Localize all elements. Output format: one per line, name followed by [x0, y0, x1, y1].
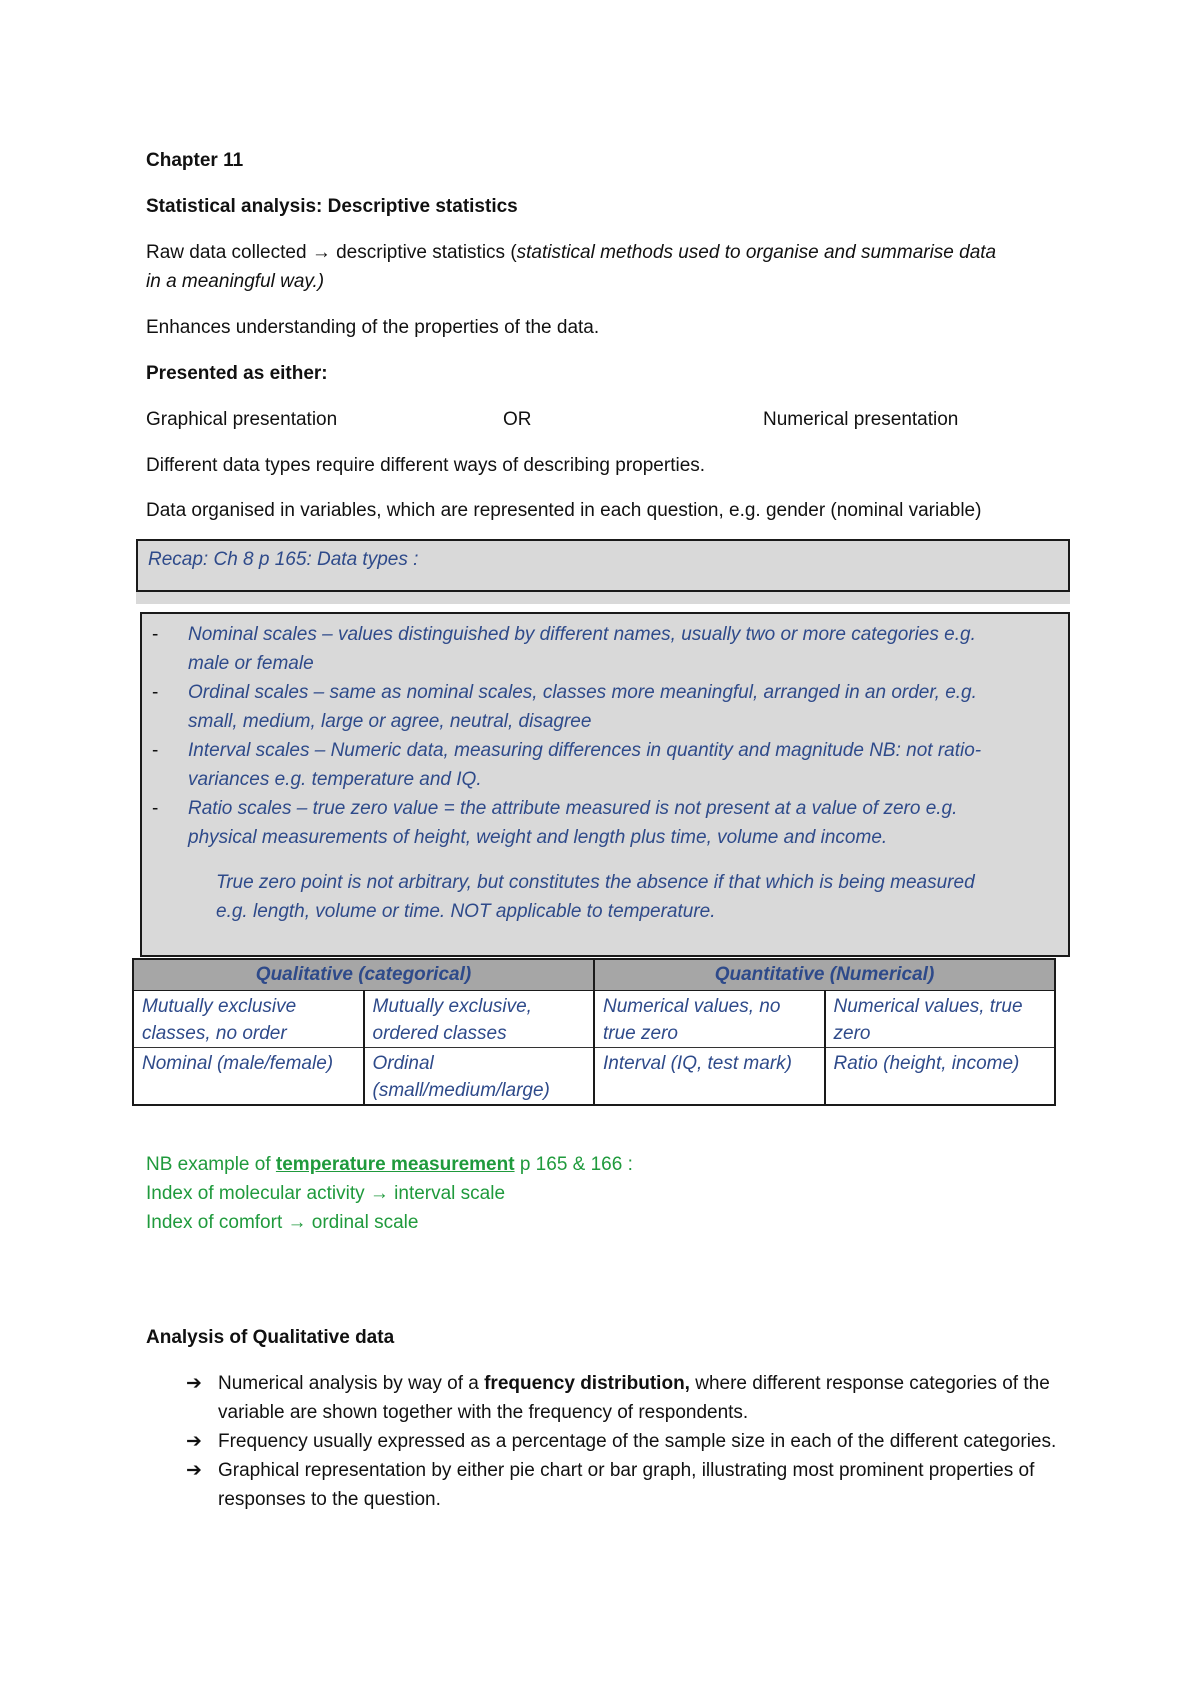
chapter-heading: Chapter 11: [146, 150, 244, 171]
true-zero-text: e.g. length, volume or time. NOT applicable to temperature.: [216, 901, 716, 922]
dash-marker: -: [152, 740, 159, 761]
molecular-activity-line: Index of molecular activity → interval scale: [146, 1183, 506, 1204]
descriptive-stats-definition: statistical methods used to organise and summarise data: [516, 242, 997, 263]
table-cell: Interval (IQ, test mark): [594, 1048, 825, 1106]
list-item: [142, 620, 1068, 678]
different-types-text: Different data types require different ways of describing properties.: [146, 455, 706, 476]
scale-text: Interval scales – Numeric data, measuring differences in quantity and magnitude NB: not ratio-: [188, 740, 982, 761]
dash-marker: -: [152, 682, 159, 703]
or-label: OR: [503, 409, 532, 430]
table-cell: Mutually exclusive classes, no order: [133, 991, 364, 1048]
list-item: [142, 794, 1068, 852]
list-item: [146, 1456, 1066, 1514]
scale-text: variances e.g. temperature and IQ.: [188, 769, 482, 790]
section-title: Statistical analysis: Descriptive statistics: [146, 196, 518, 217]
bullet-text: where different response categories of the variable are shown together with the frequency of respondents.: [218, 1373, 1050, 1423]
list-item: [142, 736, 1068, 794]
table-header-row: [133, 959, 1055, 991]
frequency-distribution-term: frequency distribution,: [484, 1373, 690, 1394]
recap-divider-strip: [136, 592, 1070, 604]
table-cell: Mutually exclusive, ordered classes: [364, 991, 595, 1048]
true-zero-note: [216, 868, 1036, 926]
arrow-bullet-icon: ➔: [186, 1460, 202, 1481]
scale-text: Ratio scales – true zero value = the attribute measured is not present at a value of zero e.g.: [188, 798, 958, 819]
recap-title: Recap: Ch 8 p 165: Data types :: [148, 549, 419, 570]
temperature-measurement-link[interactable]: temperature measurement: [275, 1154, 515, 1175]
list-item: [146, 1427, 1066, 1456]
data-organised-text: Data organised in variables, which are represented in each question, e.g. gender (nominal variable): [146, 500, 982, 521]
true-zero-text: True zero point is not arbitrary, but constitutes the absence if that which is being measured: [216, 872, 975, 893]
nb-prefix: NB example of: [146, 1154, 276, 1175]
table-cell: Ordinal (small/medium/large): [364, 1048, 595, 1106]
data-types-table: [132, 958, 1056, 1106]
graphical-presentation: Graphical presentation: [146, 409, 338, 430]
analysis-bullets: [146, 1369, 1066, 1514]
table-header: Quantitative (Numerical): [594, 959, 1055, 991]
definition-continuation: in a meaningful way.): [146, 271, 325, 292]
scale-text: physical measurements of height, weight and length plus time, volume and income.: [188, 827, 888, 848]
scale-text: small, medium, large or agree, neutral, disagree: [188, 711, 592, 732]
list-item: [146, 1369, 1066, 1427]
nb-example-line: [146, 1150, 633, 1179]
numerical-presentation: Numerical presentation: [763, 409, 959, 430]
scale-text: Nominal scales – values distinguished by different names, usually two or more categories e.g.: [188, 624, 976, 645]
table-cell: Ratio (height, income): [825, 1048, 1056, 1106]
dash-marker: -: [152, 624, 159, 645]
scale-text: Ordinal scales – same as nominal scales, classes more meaningful, arranged in an order, e.g.: [188, 682, 977, 703]
arrow-bullet-icon: ➔: [186, 1373, 202, 1394]
recap-box: [136, 539, 1070, 592]
table-row: [133, 1048, 1055, 1106]
right-arrow-icon: →: [311, 242, 331, 263]
comfort-line: Index of comfort → ordinal scale: [146, 1212, 419, 1233]
bullet-text: Numerical analysis by way of a: [218, 1373, 485, 1394]
enhances-text: Enhances understanding of the properties of the data.: [146, 317, 600, 338]
table-row: [133, 991, 1055, 1048]
table-header: Qualitative (categorical): [133, 959, 594, 991]
presented-as-heading: Presented as either:: [146, 363, 328, 384]
scales-list: [142, 620, 1068, 852]
table-cell: Numerical values, no true zero: [594, 991, 825, 1048]
arrow-bullet-icon: ➔: [186, 1431, 202, 1452]
analysis-heading: Analysis of Qualitative data: [146, 1327, 395, 1348]
nb-suffix: p 165 & 166 :: [514, 1154, 633, 1175]
bullet-text: Frequency usually expressed as a percentage of the sample size in each of the different categories.: [218, 1431, 1057, 1452]
table-cell: Nominal (male/female): [133, 1048, 364, 1106]
scales-box: [140, 612, 1070, 957]
raw-data-lead: Raw data collected: [146, 242, 307, 263]
list-item: [142, 678, 1068, 736]
descriptive-stats-term: descriptive statistics (: [336, 242, 517, 263]
raw-data-line: [146, 238, 996, 267]
scale-text: male or female: [188, 653, 314, 674]
dash-marker: -: [152, 798, 159, 819]
bullet-text: Graphical representation by either pie chart or bar graph, illustrating most prominent properties of responses to the question.: [218, 1460, 1035, 1510]
table-cell: Numerical values, true zero: [825, 991, 1056, 1048]
